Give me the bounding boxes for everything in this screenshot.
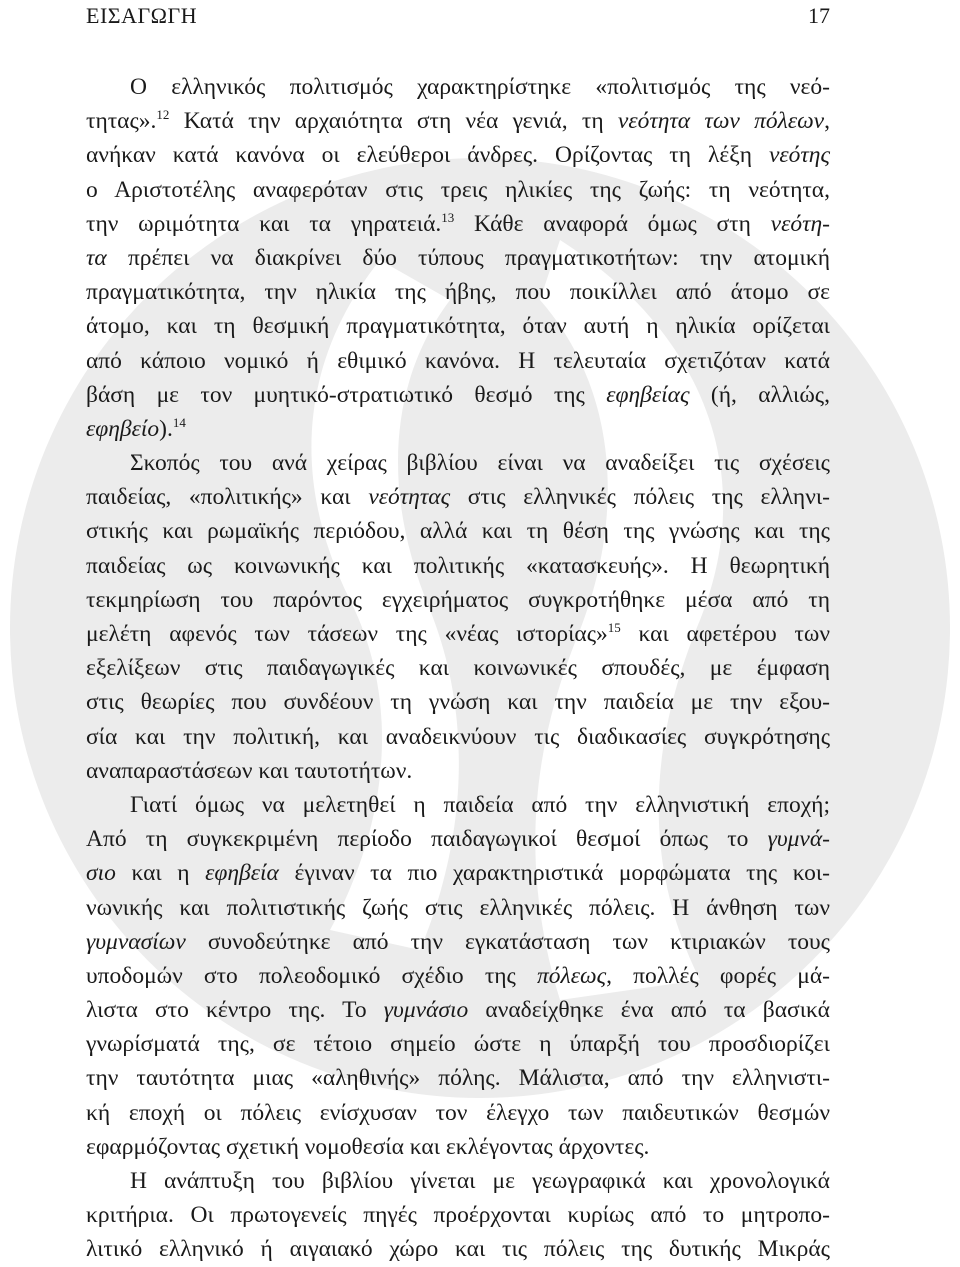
- text-line: άτομο, και τη θεσμική πραγματικότητα, όταν αυτή η ηλικία ορίζεται: [86, 313, 830, 340]
- section-title: ΕΙΣΑΓΩΓΗ: [86, 3, 198, 28]
- text-line: Σκοπός του ανά χείρας βιβλίου είναι να αναδείξει τις σχέσεις: [130, 450, 830, 477]
- text-line: στικής και ρωμαϊκής περιόδου, αλλά και τη θέση της γνώσης και της: [86, 518, 830, 545]
- text-line: Η ανάπτυξη του βιβλίου γίνεται με γεωγραφικά και χρονολογικά: [130, 1168, 830, 1194]
- footnote-marker: 12: [156, 107, 170, 123]
- footnote-marker: 14: [172, 414, 186, 430]
- footnote-marker: 13: [441, 209, 455, 225]
- text-line: σία και την πολιτική, και αναδεικνύουν τις διαδικασίες συγκρότησης: [86, 723, 830, 750]
- text-line: τεκμηρίωση του παρόντος εγχειρήματος συγκροτήθηκε μέσα από τη: [86, 586, 830, 613]
- text-line: λιστα στο κέντρο της. Το γυμνάσιο αναδείχθηκε ένα από τα βασικά: [86, 997, 830, 1024]
- body-text: [86, 70, 830, 1267]
- running-header: [86, 3, 830, 31]
- text-line: βάση με τον μυητικό-στρατιωτικό θεσμό της εφηβείας (ή, αλλιώς,: [86, 381, 830, 408]
- text-line: Ο ελληνικός πολιτισμός χαρακτηρίστηκε «πολιτισμός της νεό-: [130, 74, 830, 100]
- text-line: Γιατί όμως να μελετηθεί η παιδεία από την ελληνιστική εποχή;: [130, 791, 830, 818]
- text-line: εφηβείο).$^{14}$: [86, 414, 186, 442]
- text-line: γυμνασίων συνοδεύτηκε από την εγκατάσταση των κτιριακών τους: [86, 928, 830, 955]
- text-line: από κάποιο νομικό ή εθιμικό κανόνα. Η τελευταία σχετιζόταν κατά: [86, 347, 830, 374]
- text-line: κριτήρια. Οι πρωτογενείς πηγές προέρχονται κυρίως από το μητροπο-: [86, 1202, 830, 1229]
- text-line: στις θεωρίες που συνδέουν τη γνώση και την παιδεία με την εξου-: [86, 689, 830, 716]
- text-line: πραγματικότητα, την ηλικία της ήβης, που ποικίλλει από άτομο σε: [86, 279, 830, 306]
- text-line: εξελίξεων στις παιδαγωγικές και κοινωνικές σπουδές, με έμφαση: [86, 655, 830, 682]
- text-line: υποδομών στο πολεοδομικό σχέδιο της πόλεως, πολλές φορές μά-: [86, 962, 831, 989]
- text-line: Από τη συγκεκριμένη περίοδο παιδαγωγικοί θεσμοί όπως το γυμνά-: [86, 826, 830, 853]
- text-line: μελέτη αφενός των τάσεων της «νέας ιστορίας»$^{15}$ και αφετέρου των: [86, 620, 830, 647]
- text-line: την ωριμότητα και τα γηρατειά.$^{13}$ Κάθε αναφορά όμως στη νεότη-: [86, 209, 830, 237]
- text-line: κή εποχή οι πόλεις ενίσχυσαν τον έλεγχο των παιδευτικών θεσμών: [86, 1099, 830, 1126]
- text-line: παιδείας, «πολιτικής» και νεότητας στις ελληνικές πόλεις της ελληνι-: [86, 484, 830, 511]
- text-line: γνωρίσματά της, σε τέτοιο σημείο ώστε η ύπαρξή του προσδιορίζει: [86, 1031, 830, 1058]
- page-number: 17: [808, 3, 830, 28]
- footnote-marker: 15: [607, 620, 621, 635]
- text-line: τητας».$^{12}$ Κατά την αρχαιότητα στη νέα γενιά, τη νεότητα των πόλεων,: [86, 107, 830, 135]
- text-line: ο Αριστοτέλης αναφερόταν στις τρεις ηλικίες της ζωής: τη νεότητα,: [86, 176, 830, 203]
- text-line: παιδείας ως κοινωνικής και πολιτικής «κατασκευής». Η θεωρητική: [86, 552, 830, 579]
- text-line: αναπαραστάσεων και ταυτοτήτων.: [86, 757, 413, 784]
- text-line: εφαρμόζοντας σχετική νομοθεσία και εκλέγοντας άρχοντες.: [86, 1133, 650, 1160]
- text-line: νωνικής και πολιτιστικής ζωής στις ελληνικές πόλεις. Η άνθηση των: [86, 894, 830, 921]
- text-line: σιο και η εφηβεία έγιναν τα πιο χαρακτηριστικά μορφώματα της κοι-: [86, 860, 831, 887]
- text-line: ανήκαν κατά κανόνα οι ελεύθεροι άνδρες. Ορίζοντας τη λέξη νεότης: [86, 142, 830, 169]
- text-line: την ταυτότητα μιας «αληθινής» πόλης. Μάλιστα, από την ελληνιστι-: [86, 1065, 830, 1092]
- text-line: λιτικό ελληνικό ή αιγαιακό χώρο και τις πόλεις της δυτικής Μικράς: [86, 1236, 830, 1263]
- text-line: τα πρέπει να διακρίνει δύο τύπους πραγματικοτήτων: την ατομική: [86, 244, 830, 271]
